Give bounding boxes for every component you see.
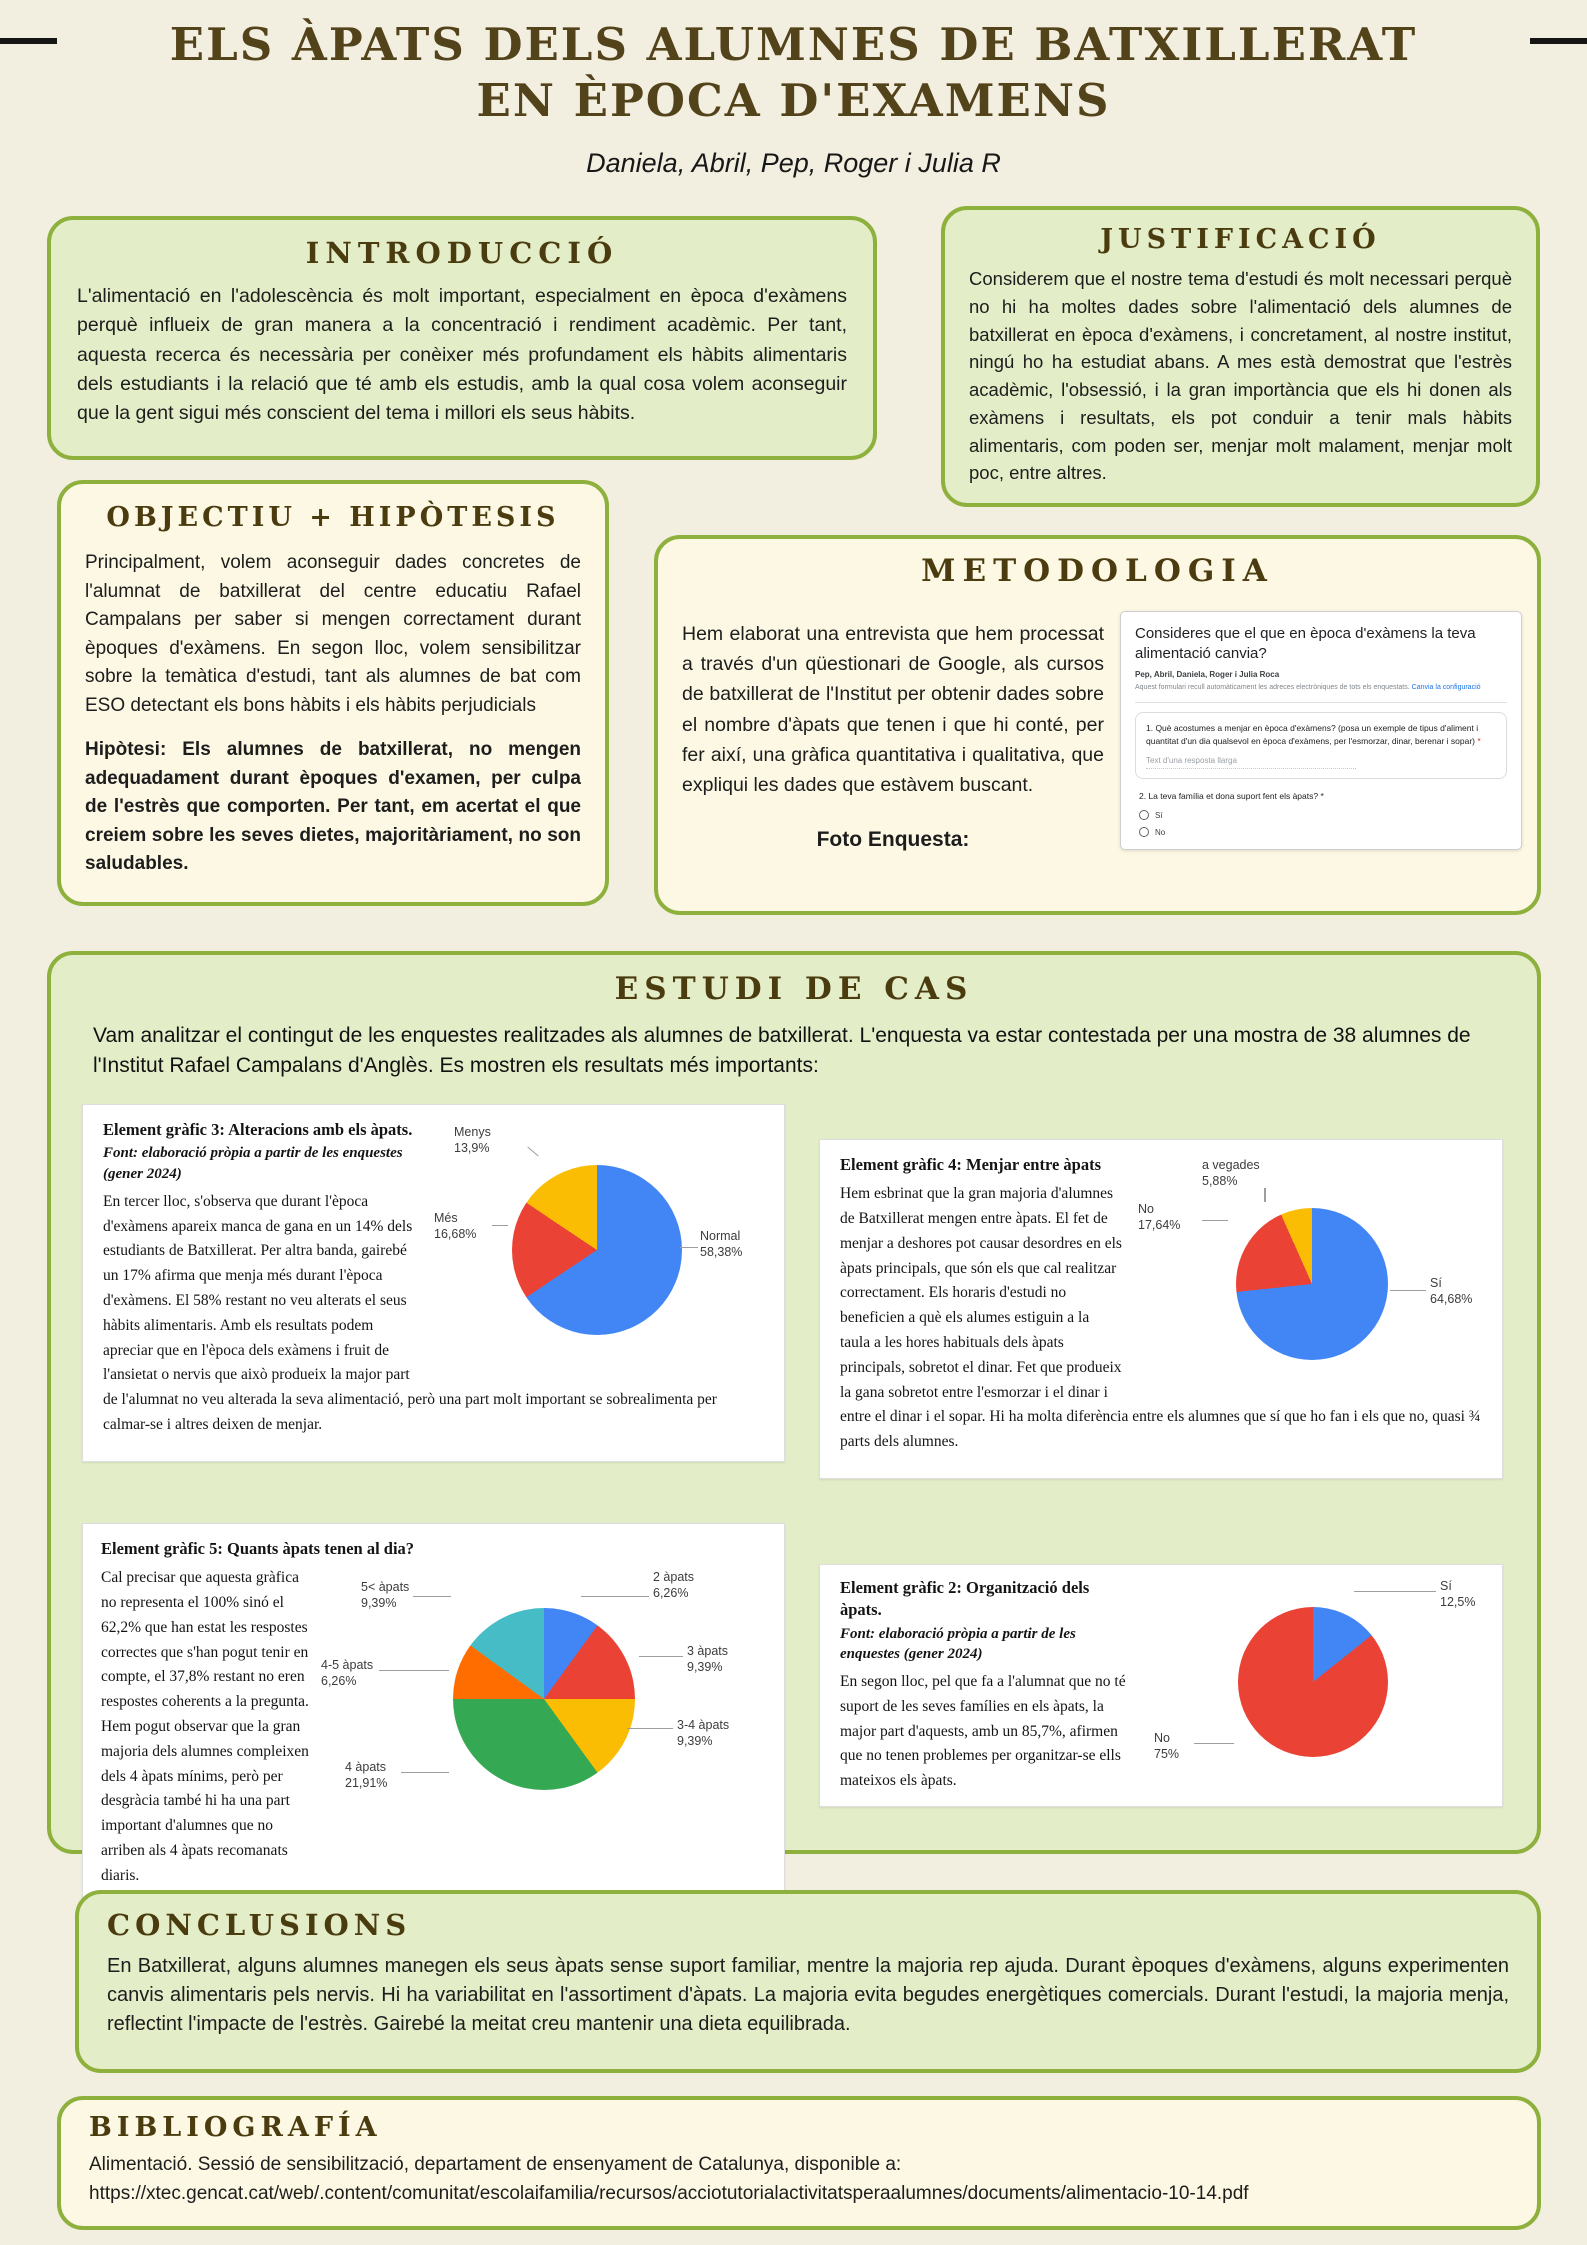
chart-source: Font: elaboració pròpia a partir de les enquestes (gener 2024): [103, 1145, 403, 1182]
pie-label-si: Sí 12,5%: [1440, 1579, 1476, 1609]
radio-icon: [1139, 810, 1149, 820]
radio-option-si[interactable]: [1139, 810, 1503, 820]
radio-icon: [1139, 827, 1149, 837]
pie-label-4-apats: 4 àpats 21,91%: [345, 1760, 388, 1790]
hipotesi-text: Hipòtesi: Els alumnes de batxillerat, no mengen adequadament durant èpoques d'examen, per culpa de l'estrès que comporten. Per tant, em acertat el que creiem sobre les seves dietes, majoritàriament, no son saludables.: [85, 739, 581, 874]
introduccio-heading: INTRODUCCIÓ: [305, 236, 619, 270]
pie-label-no: No 17,64%: [1138, 1202, 1181, 1232]
form-settings-link[interactable]: Canvia la configuració: [1411, 684, 1481, 691]
section-conclusions: [75, 1890, 1541, 2073]
form-question-1-label: 1. Què acostumes a menjar en època d'exàmens? (posa un exemple de tipus d'aliment i quantitat d'un dia qualsevol en època d'exàmens, per l'esmorzar, dinar, berenar i sopar): [1146, 722, 1479, 746]
pie-area-menjar-entre-apats: [1132, 1158, 1482, 1383]
chart-card-element-grafic-3: [82, 1104, 785, 1462]
pie-area-organitzacio: [1142, 1579, 1482, 1784]
chart-title: Element gràfic 3: Alteracions amb els àpats.: [103, 1120, 413, 1139]
label-leader-line: [527, 1147, 538, 1157]
bibliografia-url[interactable]: https://xtec.gencat.cat/web/.content/comunitat/escolaifamilia/recursos/acciotutorialactivitatsperaalumnes/documents/alimentacio-10-14.pdf: [89, 2182, 1249, 2204]
poster-title-line1: ELS ÀPATS DELS ALUMNES DE BATXILLERAT: [169, 18, 1418, 71]
introduccio-body: L'alimentació en l'adolescència és molt important, especialment en època d'exàmens perquè influeix de gran manera a la concentració i rendiment acadèmic. Per tant, aquesta recerca és necessària per conèixer més profundament els hàbits alimentaris dels estudiants i la relació que té amb els estudis, amb la qual cosa volem aconseguir que la gent sigui més conscient del tema i millori els seus hàbits.: [77, 285, 847, 424]
form-note: [1135, 683, 1507, 693]
pie-label-3-apats: 3 àpats 9,39%: [687, 1644, 729, 1674]
bibliografia-heading: BIBLIOGRAFÍA: [89, 2112, 382, 2143]
label-leader-line: [627, 1728, 673, 1729]
form-question-1: [1135, 712, 1507, 780]
label-leader-line: [1264, 1188, 1266, 1202]
pie-chart-alteracions-apats: [512, 1165, 682, 1335]
label-leader-line: [492, 1225, 508, 1226]
form-question-2-label: 2. La teva família et dona suport fent els àpats? *: [1139, 791, 1324, 802]
chart-card-element-grafic-5: [82, 1523, 785, 1904]
chart-commentary: Cal precisar que aquesta gràfica no representa el 100% sinó el 62,2% que han estat les respostes correctes que s'han pogut tenir en compte, el 37,8% restant no eren respostes coherents a la pregunta. Hem pogut observar que la gran majoria dels alumnes compleixen dels 4 àpats mínims, però per desgràcia també hi ha una part important d'alumnes que no arriben als 4 àpats recomanats diaris.: [101, 1569, 309, 1884]
label-leader-line: [401, 1772, 449, 1773]
pie-label-5mes-apats: 5< àpats 9,39%: [361, 1580, 410, 1610]
pie-area-quants-apats: [321, 1562, 766, 1840]
required-asterisk: *: [1477, 735, 1481, 746]
label-leader-line: [1202, 1220, 1228, 1221]
form-question-2: [1135, 790, 1507, 837]
metodologia-heading: METODOLOGIA: [921, 553, 1274, 589]
pie-label-si: Sí 64,68%: [1430, 1276, 1473, 1306]
pie-chart-organitzacio-apats: [1238, 1607, 1388, 1757]
chart-title: Element gràfic 2: Organització dels àpats.: [840, 1578, 1090, 1620]
justificacio-body: Considerem que el nostre tema d'estudi és molt necessari perquè no hi ha moltes dades sobre l'alimentació dels alumnes de batxillerat en època d'exàmens, i concretament, al nostre institut, ningú ho ha estudiat abans. A mes està demostrat que l'estrès acadèmic, l'obsessió, i la gran importància que els hi donen als exàmens i resultats, els pot conduir a tenir mals hàbits alimentaris, com poden ser, menjar molt malament, menjar molt poc, entre altres.: [969, 268, 1512, 484]
form-authors: Pep, Abril, Daniela, Roger i Julia Roca: [1135, 670, 1280, 679]
poster-title-line2: EN ÈPOCA D'EXAMENS: [476, 74, 1111, 127]
chart-commentary: En tercer lloc, s'observa que durant l'època d'exàmens apareix manca de gana en un 14% dels estudiants de Batxillerat. Per altra banda, gairebé un 17% afirma que menja més durant l'època d'exàmens. El 58% restant no veu alterats el seus hàbits alimentaris. Amb els resultats podem apreciar que en l'època dels exàmens i fruit de l'ansietat o nervis que això produeix la major part de l'alumnat no veu alterada la seva alimentació, però una part molt important se sobrealimenta per calmar-se i altres deixen de menjar.: [103, 1192, 717, 1433]
pie-label-2-apats: 2 àpats 6,26%: [653, 1570, 695, 1600]
pie-label-4-5-apats: 4-5 àpats 6,26%: [321, 1658, 374, 1688]
label-leader-line: [639, 1656, 683, 1657]
chart-title: Element gràfic 5: Quants àpats tenen al dia?: [101, 1539, 415, 1558]
section-justificacio: [941, 206, 1540, 507]
section-metodologia: [654, 535, 1541, 915]
chart-title: Element gràfic 4: Menjar entre àpats: [840, 1155, 1102, 1174]
chart-commentary: En segon lloc, pel que fa a l'alumnat que no té suport de les seves famílies en els àpats, la major part d'aquests, amb un 85,7%, afirmen que no tenen problemes per organitzar-se ells mateixos els àpats.: [840, 1673, 1126, 1790]
long-answer-input[interactable]: Text d'una resposta llarga: [1146, 756, 1356, 769]
objectiu-heading: OBJECTIU + HIPÒTESIS: [106, 502, 560, 533]
label-leader-line: [379, 1670, 449, 1671]
label-leader-line: [1194, 1743, 1234, 1744]
pie-label-a-vegades: a vegades 5,88%: [1202, 1158, 1260, 1188]
pie-label-mes: Més 16,68%: [434, 1211, 477, 1241]
justificacio-heading: JUSTIFICACIÓ: [1100, 224, 1381, 255]
label-leader-line: [680, 1247, 698, 1248]
form-question-1-text: [1146, 722, 1496, 748]
google-form-screenshot: [1120, 611, 1522, 850]
estudi-heading: ESTUDI DE CAS: [614, 971, 974, 1007]
metodologia-text-column: [682, 619, 1104, 852]
conclusions-body: En Batxillerat, alguns alumnes manegen els seus àpats sense suport familiar, mentre la majoria rep ajuda. Durant èpoques d'exàmens, alguns experimenten canvis alimentaris pels nervis. Hi ha variabilitat en l'assortiment d'àpats. La majoria evita begudes energètiques comercials. Durant l'estudi, la majoria menja, reflectint l'impacte de l'estrès. Gairebé la meitat creu mantenir una dieta equilibrada.: [107, 1955, 1509, 2035]
form-title: Consideres que el que en època d'exàmens la teva alimentació canvia?: [1135, 625, 1476, 662]
poster-authors: Daniela, Abril, Pep, Roger i Julia R: [586, 148, 1001, 178]
label-leader-line: [581, 1596, 649, 1597]
radio-option-si-label: Sí: [1155, 810, 1163, 820]
section-estudi-de-cas: [47, 951, 1541, 1884]
radio-option-no-label: No: [1155, 827, 1166, 837]
form-note-text: Aquest formulari recull automàticament les adreces electròniques de tots els enquestats.: [1135, 684, 1410, 691]
pie-label-menys: Menys 13,9%: [454, 1125, 491, 1155]
section-bibliografia: [57, 2096, 1541, 2230]
label-leader-line: [1354, 1591, 1436, 1592]
form-divider: [1135, 702, 1507, 703]
label-leader-line: [413, 1596, 451, 1597]
pie-chart-quants-apats: [453, 1608, 635, 1790]
pie-area-alteracions: [434, 1125, 764, 1365]
metodologia-body: Hem elaborat una entrevista que hem processat a través d'un qüestionari de Google, als cursos de batxillerat de l'Institut per obtenir dades sobre el nombre d'àpats que tenen i que hi conté, per fer així, una gràfica quantitativa i qualitativa, que expliqui les dades que estàvem buscant.: [682, 623, 1104, 797]
pie-label-no: No 75%: [1154, 1731, 1180, 1761]
chart-card-element-grafic-4: [819, 1139, 1503, 1479]
label-leader-line: [1390, 1290, 1426, 1291]
foto-enquesta-label: Foto Enquesta:: [816, 828, 970, 852]
section-objectiu-hipotesis: [57, 480, 609, 906]
estudi-intro: Vam analitzar el contingut de les enquestes realitzades als alumnes de batxillerat. L'enquesta va estar contestada per una mostra de 38 alumnes de l'Institut Rafael Campalans d'Anglès. Es mostren els resultats més importants:: [93, 1024, 1471, 1078]
section-introduccio: [47, 216, 877, 460]
pie-chart-menjar-entre-apats: [1236, 1208, 1388, 1360]
pie-label-3-4-apats: 3-4 àpats 9,39%: [677, 1718, 730, 1748]
chart-card-element-grafic-2: [819, 1564, 1503, 1807]
radio-option-no[interactable]: [1139, 827, 1503, 837]
chart-source: Font: elaboració pròpia a partir de les enquestes (gener 2024): [840, 1625, 1076, 1662]
conclusions-heading: CONCLUSIONS: [107, 1908, 412, 1942]
pie-label-normal: Normal 58,38%: [700, 1229, 743, 1259]
chart-commentary: Hem esbrinat que la gran majoria d'alumnes de Batxillerat mengen entre àpats. El fet de menjar a deshores pot causar desordres en els àpats principals, que són els que cal realitzar correctament. Els horaris d'estudi no beneficien a què els alumes estiguin a la taula a les hores habituals dels àpats principals, sobretot el dinar. Fet que produeix la gana sobretot entre l'esmorzar i el dinar i entre el dinar i el sopar. Hi ha molta diferència entre els alumnes que sí que ho fan i els que no, quasi ¾ parts dels alumnes.: [840, 1185, 1481, 1451]
bibliografia-text: Alimentació. Sessió de sensibilització, departament de ensenyament de Catalunya, disponible a:: [89, 2154, 902, 2175]
objectiu-body: Principalment, volem aconseguir dades concretes de l'alumnat de batxillerat del centre educatiu Rafael Campalans per saber si mengen correctament durant èpoques d'exàmens. En segon lloc, volem sensibilitzar sobre la temàtica d'estudi, tant als alumnes de bat com ESO detectant els bons hàbits i els hàbits perjudicials: [85, 552, 581, 716]
